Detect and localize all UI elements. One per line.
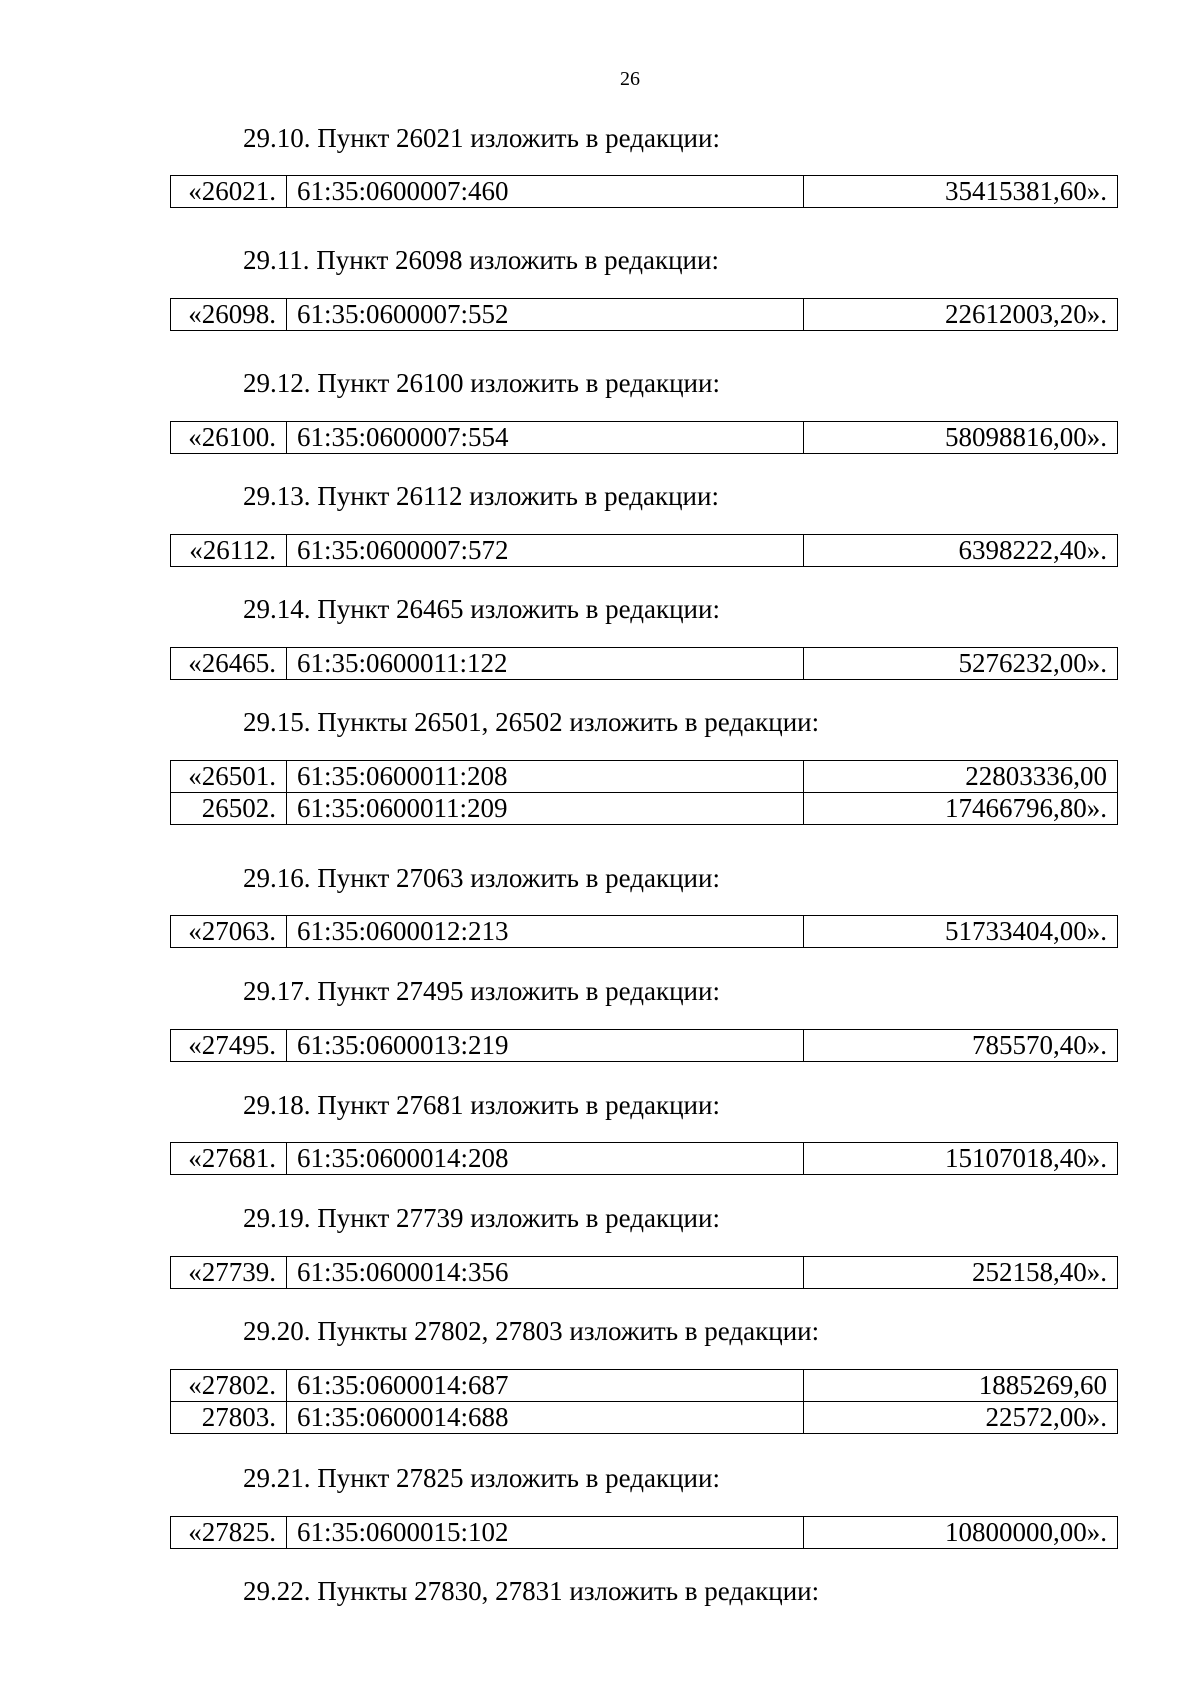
section-heading: 29.22. Пункты 27830, 27831 изложить в редакции:: [243, 1576, 820, 1606]
amendment-table: [170, 175, 1118, 208]
item-number: «26501.: [171, 761, 287, 793]
amendment-table: [170, 760, 1118, 825]
amendment-table: [170, 298, 1118, 331]
table-row: [171, 1402, 1118, 1434]
item-number: 26502.: [171, 793, 287, 825]
table-row: [171, 1370, 1118, 1402]
cadastral-value: 5276232,00».: [804, 648, 1118, 680]
cadastral-number: 61:35:0600007:460: [287, 176, 804, 208]
cadastral-value: 22572,00».: [804, 1402, 1118, 1434]
item-number: «27681.: [171, 1143, 287, 1175]
amendment-table: [170, 1369, 1118, 1434]
table-row: [171, 1257, 1118, 1289]
section-heading: 29.12. Пункт 26100 изложить в редакции:: [243, 368, 720, 398]
item-number: «27739.: [171, 1257, 287, 1289]
cadastral-value: 6398222,40».: [804, 535, 1118, 567]
cadastral-number: 61:35:0600007:552: [287, 299, 804, 331]
section-heading: 29.19. Пункт 27739 изложить в редакции:: [243, 1203, 720, 1233]
cadastral-number: 61:35:0600014:687: [287, 1370, 804, 1402]
table-row: [171, 422, 1118, 454]
cadastral-number: 61:35:0600007:554: [287, 422, 804, 454]
item-number: «27495.: [171, 1030, 287, 1062]
table-row: [171, 176, 1118, 208]
section-heading: 29.17. Пункт 27495 изложить в редакции:: [243, 976, 720, 1006]
section-heading: 29.16. Пункт 27063 изложить в редакции:: [243, 863, 720, 893]
cadastral-value: 22803336,00: [804, 761, 1118, 793]
cadastral-number: 61:35:0600014:356: [287, 1257, 804, 1289]
table-row: [171, 535, 1118, 567]
page-number: 26: [620, 68, 640, 90]
item-number: «27063.: [171, 916, 287, 948]
cadastral-number: 61:35:0600011:122: [287, 648, 804, 680]
amendment-table: [170, 1516, 1118, 1549]
section-heading: 29.21. Пункт 27825 изложить в редакции:: [243, 1463, 720, 1493]
cadastral-value: 17466796,80».: [804, 793, 1118, 825]
item-number: «26021.: [171, 176, 287, 208]
cadastral-number: 61:35:0600012:213: [287, 916, 804, 948]
amendment-table: [170, 1256, 1118, 1289]
amendment-table: [170, 534, 1118, 567]
item-number: «27825.: [171, 1517, 287, 1549]
amendment-table: [170, 1029, 1118, 1062]
table-row: [171, 299, 1118, 331]
table-row: [171, 1143, 1118, 1175]
amendment-table: [170, 421, 1118, 454]
amendment-table: [170, 1142, 1118, 1175]
table-row: [171, 761, 1118, 793]
item-number: «26465.: [171, 648, 287, 680]
table-row: [171, 916, 1118, 948]
cadastral-number: 61:35:0600015:102: [287, 1517, 804, 1549]
cadastral-value: 22612003,20».: [804, 299, 1118, 331]
cadastral-value: 58098816,00».: [804, 422, 1118, 454]
section-heading: 29.10. Пункт 26021 изложить в редакции:: [243, 123, 720, 153]
item-number: «26100.: [171, 422, 287, 454]
cadastral-value: 785570,40».: [804, 1030, 1118, 1062]
cadastral-value: 252158,40».: [804, 1257, 1118, 1289]
cadastral-value: 51733404,00».: [804, 916, 1118, 948]
section-heading: 29.15. Пункты 26501, 26502 изложить в редакции:: [243, 707, 820, 737]
amendment-table: [170, 915, 1118, 948]
table-row: [171, 648, 1118, 680]
cadastral-number: 61:35:0600011:208: [287, 761, 804, 793]
section-heading: 29.20. Пункты 27802, 27803 изложить в редакции:: [243, 1316, 820, 1346]
table-row: [171, 793, 1118, 825]
cadastral-number: 61:35:0600014:688: [287, 1402, 804, 1434]
cadastral-value: 10800000,00».: [804, 1517, 1118, 1549]
cadastral-number: 61:35:0600014:208: [287, 1143, 804, 1175]
table-row: [171, 1030, 1118, 1062]
cadastral-number: 61:35:0600011:209: [287, 793, 804, 825]
section-heading: 29.18. Пункт 27681 изложить в редакции:: [243, 1090, 720, 1120]
item-number: «26098.: [171, 299, 287, 331]
cadastral-value: 15107018,40».: [804, 1143, 1118, 1175]
section-heading: 29.13. Пункт 26112 изложить в редакции:: [243, 481, 719, 511]
cadastral-number: 61:35:0600007:572: [287, 535, 804, 567]
item-number: 27803.: [171, 1402, 287, 1434]
cadastral-value: 35415381,60».: [804, 176, 1118, 208]
section-heading: 29.14. Пункт 26465 изложить в редакции:: [243, 594, 720, 624]
table-row: [171, 1517, 1118, 1549]
cadastral-number: 61:35:0600013:219: [287, 1030, 804, 1062]
item-number: «26112.: [171, 535, 287, 567]
item-number: «27802.: [171, 1370, 287, 1402]
cadastral-value: 1885269,60: [804, 1370, 1118, 1402]
amendment-table: [170, 647, 1118, 680]
section-heading: 29.11. Пункт 26098 изложить в редакции:: [243, 245, 719, 275]
